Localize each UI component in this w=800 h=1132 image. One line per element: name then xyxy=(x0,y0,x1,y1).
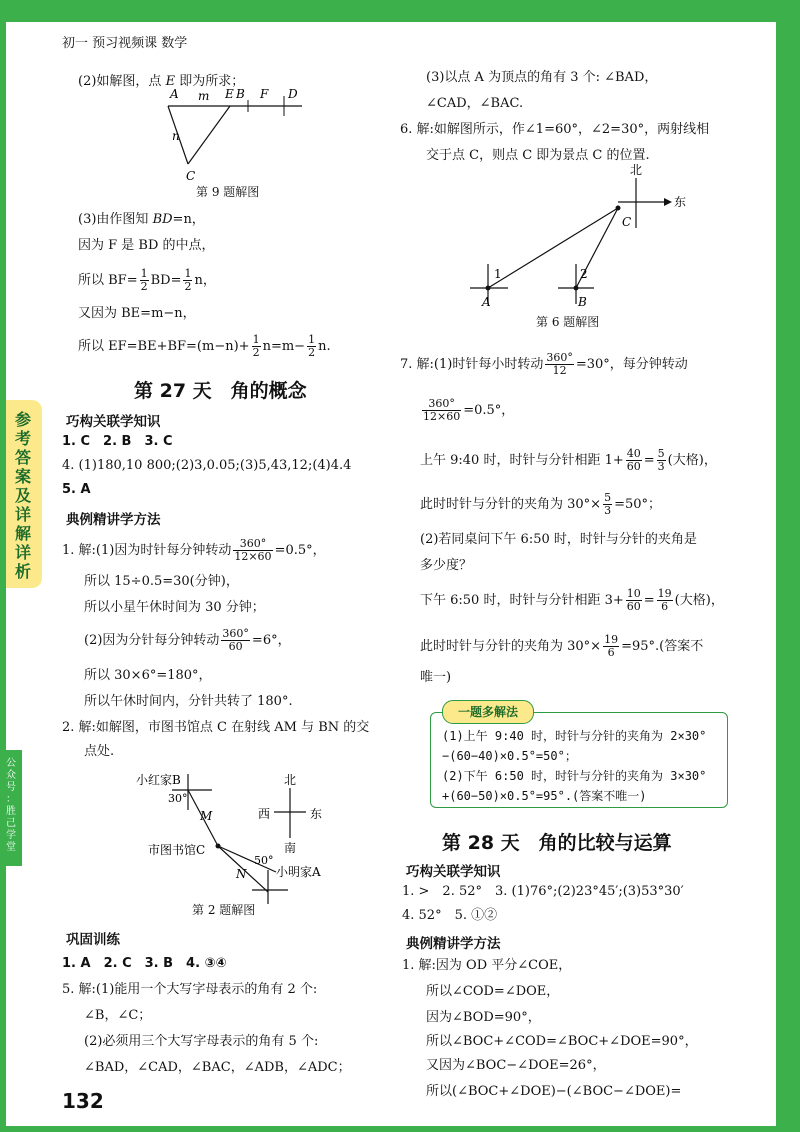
side-tab-char: 及 xyxy=(14,486,31,505)
q9-3-a: (3)由作图知 BD=n， xyxy=(78,212,205,227)
label-b: B xyxy=(236,87,245,101)
side-tab2-char: 众 xyxy=(6,770,16,781)
q9-3-c: 所以 BF= $\frac{1}{2}$ BD= $\frac{1}{2}$ n， xyxy=(78,267,216,293)
ray-ac xyxy=(488,208,618,288)
q7-i: 唯一) xyxy=(420,670,452,685)
label-north: 北 xyxy=(630,164,643,177)
label-north: 北 xyxy=(284,773,297,787)
fig6-caption: 第 6 题解图 xyxy=(536,315,600,329)
header-title: 初一 预习视频课 数学 xyxy=(62,36,188,51)
side-tab2-char: 堂 xyxy=(6,842,16,853)
day-28-title: 第 28 天 角的比较与运算 xyxy=(442,832,672,854)
figure-2 xyxy=(106,762,366,907)
q9-3-e: 所以 EF=BE+BF=(m−n)+ $\frac{1}{2}$ n=m− $\frac{1}{2}$ n. xyxy=(78,333,331,359)
side-tab2-char: ： xyxy=(6,794,16,805)
multi-1: (1)上午 9:40 时，时针与分针的夹角为 2×30° xyxy=(442,729,707,743)
label-library: 市图书馆C xyxy=(148,843,206,857)
x2: 所以∠COD=∠DOE， xyxy=(426,984,560,999)
arrow-east xyxy=(664,198,672,206)
multi-4: +(60−50)×0.5°=95°.(答案不唯一) xyxy=(442,789,647,803)
label-n: n xyxy=(172,129,180,143)
label-xiaoming: 小明家A xyxy=(276,865,321,879)
side-tab-char: 详 xyxy=(14,543,31,562)
label-e: E xyxy=(225,87,234,101)
r-3-a: (3)以点 A 为顶点的角有 3 个: ∠BAD， xyxy=(426,70,658,85)
q7-e: (2)若同桌问下午 6:50 时，时针与分针的夹角是 xyxy=(420,532,697,547)
ex1-a: 1. 解:(1)因为时针每分钟转动 $\frac{360^\circ}{12\times 60}$ =0.5°， xyxy=(62,537,326,563)
side-tab2-char: 公 xyxy=(6,758,16,769)
fig2-caption: 第 2 题解图 xyxy=(192,903,256,917)
label-south: 南 xyxy=(284,841,297,855)
side-tab2-char: 号 xyxy=(6,782,16,793)
label-a: A xyxy=(482,295,491,309)
section-method-27: 典例精讲学方法 xyxy=(66,512,161,528)
practice-answers: 1. A 2. C 3. B 4. ③④ xyxy=(62,956,227,971)
label-b: B xyxy=(578,295,587,309)
q7-g: 下午 6:50 时，时针与分针相距 3+ $\frac{10}{60}$ = $\frac{19}{6}$ (大格)， xyxy=(420,587,724,613)
answers-28-1: 1. > 2. 52° 3. (1)76°;(2)23°45′;(3)53°30′ xyxy=(402,884,684,899)
section-practice: 巩固训练 xyxy=(66,932,120,948)
label-m: m xyxy=(198,89,210,103)
multi-2: −(60−40)×0.5°=50°； xyxy=(442,749,577,763)
label-n: N xyxy=(236,867,247,881)
ex1-b: 所以 15÷0.5=30(分钟)， xyxy=(84,574,239,589)
x5: 又因为∠BOC−∠DOE=26°， xyxy=(426,1058,606,1073)
practice-5-a: 5. 解:(1)能用一个大写字母表示的角有 2 个: xyxy=(62,982,318,997)
practice-5-c: (2)必须用三个大写字母表示的角有 5 个: xyxy=(84,1034,319,1049)
section-knowledge-27: 巧构关联学知识 xyxy=(66,414,161,430)
fig9-caption: 第 9 题解图 xyxy=(196,185,260,199)
ex1-f: 所以午休时间内，分针共转了 180°. xyxy=(84,694,293,709)
practice-5-b: ∠B，∠C； xyxy=(84,1008,152,1023)
point-c xyxy=(216,844,221,849)
answers-28-4: 4. 52° 5. ①② xyxy=(402,908,498,923)
side-tab-char: 答 xyxy=(14,448,31,467)
ex1-c: 所以小星午休时间为 30 分钟； xyxy=(84,600,265,615)
ex2-b: 点处. xyxy=(84,744,115,759)
label-50deg: 50° xyxy=(254,854,274,867)
x3: 因为∠BOD=90°， xyxy=(426,1010,541,1025)
q9-2: (2)如解图，点 E 即为所求； xyxy=(78,74,245,89)
side-tab xyxy=(6,400,42,588)
label-c: C xyxy=(186,169,196,183)
ex1-d: (2)因为分针每分钟转动 $\frac{360^\circ}{60}$ =6°， xyxy=(84,627,291,653)
side-tab-char: 析 xyxy=(14,562,31,581)
q7-h: 此时时针与分针的夹角为 30°× $\frac{19}{6}$ =95°.(答案不 xyxy=(420,633,704,659)
side-tab2-char: 学 xyxy=(6,830,16,841)
answers-1-3: 1. C 2. B 3. C xyxy=(62,434,173,449)
page-number: 132 xyxy=(62,1089,104,1113)
x1: 1. 解:因为 OD 平分∠COE， xyxy=(402,958,572,973)
label-d: D xyxy=(288,87,298,101)
section-knowledge-28: 巧构关联学知识 xyxy=(406,864,501,880)
q7-f: 多少度？ xyxy=(420,558,473,573)
side-tab-char: 参 xyxy=(14,410,31,429)
label-1: 1 xyxy=(494,267,502,281)
label-west: 西 xyxy=(258,807,271,821)
ex2-a: 2. 解:如解图，市图书馆点 C 在射线 AM 与 BN 的交 xyxy=(62,720,370,735)
label-xiaohong: 小红家B xyxy=(136,773,181,787)
x4: 所以∠BOC+∠COD=∠BOC+∠DOE=90°， xyxy=(426,1034,698,1049)
point-b xyxy=(574,286,579,291)
x6: 所以(∠BOC+∠DOE)−(∠BOC−∠DOE)= xyxy=(426,1084,682,1099)
figure-6 xyxy=(466,164,706,314)
label-c: C xyxy=(622,215,632,229)
side-tab-char: 案 xyxy=(14,467,31,486)
label-m: M xyxy=(200,809,213,823)
label-east: 东 xyxy=(310,807,323,821)
label-2: 2 xyxy=(580,267,588,281)
practice-5-d: ∠BAD，∠CAD，∠BAC，∠ADB，∠ADC； xyxy=(84,1060,351,1075)
answer-5: 5. A xyxy=(62,482,91,497)
q6-a: 6. 解:如解图所示，作∠1=60°，∠2=30°，两射线相 xyxy=(400,122,710,137)
page xyxy=(6,22,776,1126)
point-a xyxy=(486,286,491,291)
day-27-title: 第 27 天 角的概念 xyxy=(134,380,307,402)
side-tab2-char: 胜 xyxy=(6,806,16,817)
q7-b: $\frac{360^\circ}{12\times 60}$ =0.5°， xyxy=(423,397,515,423)
side-tab2-char: 己 xyxy=(6,818,16,829)
segment-ce xyxy=(188,106,230,164)
q7-c: 上午 9:40 时，时针与分针相距 1+ $\frac{40}{60}$ = $\frac{5}{3}$ (大格)， xyxy=(420,447,717,473)
multi-solution-badge: 一题多解法 xyxy=(442,700,534,724)
multi-3: (2)下午 6:50 时，时针与分针的夹角为 3×30° xyxy=(442,769,707,783)
q7-d: 此时时针与分针的夹角为 30°× $\frac{5}{3}$ =50°； xyxy=(420,491,662,517)
answer-4: 4. (1)180,10 800;(2)3,0.05;(3)5,43,12;(4)4.4 xyxy=(62,458,352,473)
ex1-e: 所以 30×6°=180°， xyxy=(84,668,212,683)
label-east: 东 xyxy=(674,195,687,209)
point-c xyxy=(616,206,621,211)
q6-b: 交于点 C，则点 C 即为景点 C 的位置. xyxy=(426,148,650,163)
side-tab-char: 解 xyxy=(14,524,31,543)
q7-a: 7. 解:(1)时针每小时转动 $\frac{360^\circ}{12}$ =30°，每分钟转动 xyxy=(400,351,688,377)
label-30deg: 30° xyxy=(168,792,188,805)
label-f: F xyxy=(260,87,269,101)
section-method-28: 典例精讲学方法 xyxy=(406,936,501,952)
side-tab-char: 考 xyxy=(14,429,31,448)
q9-3-b: 因为 F 是 BD 的中点， xyxy=(78,238,215,253)
label-a: A xyxy=(170,87,179,101)
figure-9 xyxy=(156,84,316,184)
r-3-b: ∠CAD，∠BAC. xyxy=(426,96,524,111)
side-tab-wechat xyxy=(6,750,22,866)
q9-3-d: 又因为 BE=m−n， xyxy=(78,306,196,321)
side-tab-char: 详 xyxy=(14,505,31,524)
